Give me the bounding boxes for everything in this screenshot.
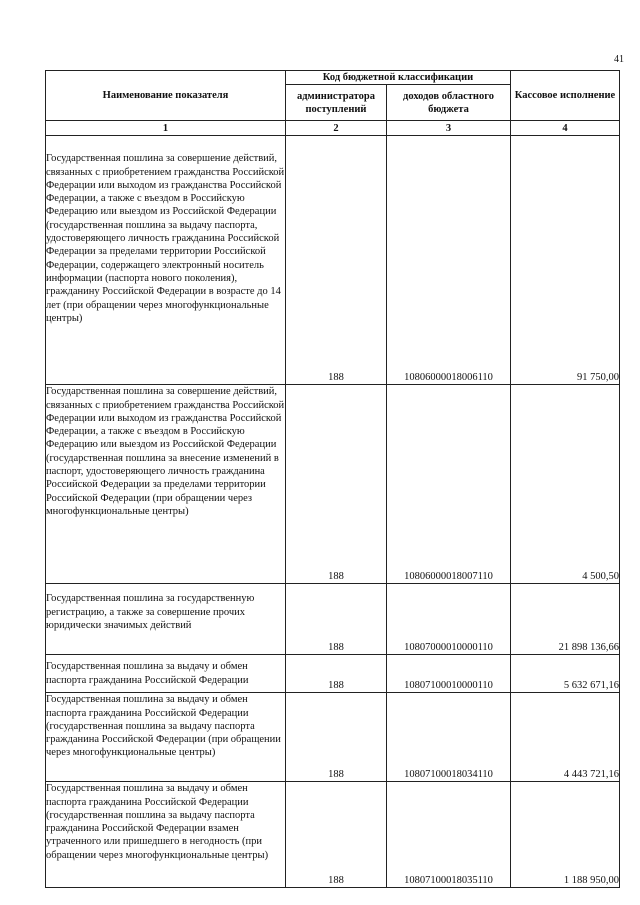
row-admin-code: 188 — [286, 584, 387, 655]
header-classification-group: Код бюджетной классификации — [286, 71, 511, 85]
table-row — [46, 584, 620, 655]
row-amount: 21 898 136,66 — [511, 584, 620, 655]
table-row — [46, 385, 620, 584]
header-name: Наименование показателя — [46, 71, 286, 121]
row-name: Государственная пошлина за совершение действий, связанных с приобретением гражданства Российской Федерации или выходом из гражданства Российской Федерации, а также с въездом в Российскую Федерацию или выездом из Российской Федерации (государственная пошлина за выдачу паспорта, удостоверяющего личность гражданина Российской Федерации за пределами территории Российской Федерации, содержащего электронный носитель информации (паспорта нового поколения), гражданину Российской Федерации в возрасте до 14 лет (при обращении через многофункциональные центры) — [46, 136, 286, 385]
table-row — [46, 136, 620, 385]
row-amount: 5 632 671,16 — [511, 655, 620, 693]
row-income-code: 10807100018034110 — [387, 693, 511, 782]
col-number-3: 3 — [387, 121, 511, 136]
row-name: Государственная пошлина за выдачу и обмен паспорта гражданина Российской Федерации (государственная пошлина за выдачу паспорта гражданина Российской Федерации взамен утраченного или пришедшего в негодность (при обращении через многофункциональные центры) — [46, 782, 286, 888]
row-admin-code: 188 — [286, 655, 387, 693]
table-row — [46, 655, 620, 693]
column-number-row — [46, 121, 620, 136]
row-income-code: 10806000018006110 — [387, 136, 511, 385]
row-income-code: 10807000010000110 — [387, 584, 511, 655]
row-amount: 91 750,00 — [511, 136, 620, 385]
row-amount: 4 443 721,16 — [511, 693, 620, 782]
row-name: Государственная пошлина за выдачу и обмен паспорта гражданина Российской Федерации — [46, 655, 286, 693]
table-row — [46, 782, 620, 888]
row-amount: 1 188 950,00 — [511, 782, 620, 888]
row-admin-code: 188 — [286, 385, 387, 584]
row-admin-code: 188 — [286, 693, 387, 782]
row-name: Государственная пошлина за совершение действий, связанных с приобретением гражданства Российской Федерации или выходом из гражданства Российской Федерации, а также с въездом в Российскую Федерацию или выездом из Российской Федерации (государственная пошлина за внесение изменений в паспорт, удостоверяющего личность гражданина Российской Федерации за пределами территории Российской Федерации (при обращении через многофункциональные центры) — [46, 385, 286, 584]
table-row — [46, 693, 620, 782]
col-number-4: 4 — [511, 121, 620, 136]
row-income-code: 10807100018035110 — [387, 782, 511, 888]
row-income-code: 10807100010000110 — [387, 655, 511, 693]
header-execution: Кассовое исполнение — [511, 71, 620, 121]
header-income: доходов областного бюджета — [387, 85, 511, 121]
row-income-code: 10806000018007110 — [387, 385, 511, 584]
header-admin: администратора поступлений — [286, 85, 387, 121]
row-amount: 4 500,50 — [511, 385, 620, 584]
col-number-1: 1 — [46, 121, 286, 136]
budget-execution-table — [45, 70, 620, 888]
col-number-2: 2 — [286, 121, 387, 136]
row-name: Государственная пошлина за государственную регистрацию, а также за совершение прочих юридически значимых действий — [46, 584, 286, 655]
page-number: 41 — [614, 54, 624, 65]
row-name: Государственная пошлина за выдачу и обмен паспорта гражданина Российской Федерации (государственная пошлина за выдачу паспорта гражданина Российской Федерации (при обращении через многофункциональные центры) — [46, 693, 286, 782]
row-admin-code: 188 — [286, 782, 387, 888]
row-admin-code: 188 — [286, 136, 387, 385]
